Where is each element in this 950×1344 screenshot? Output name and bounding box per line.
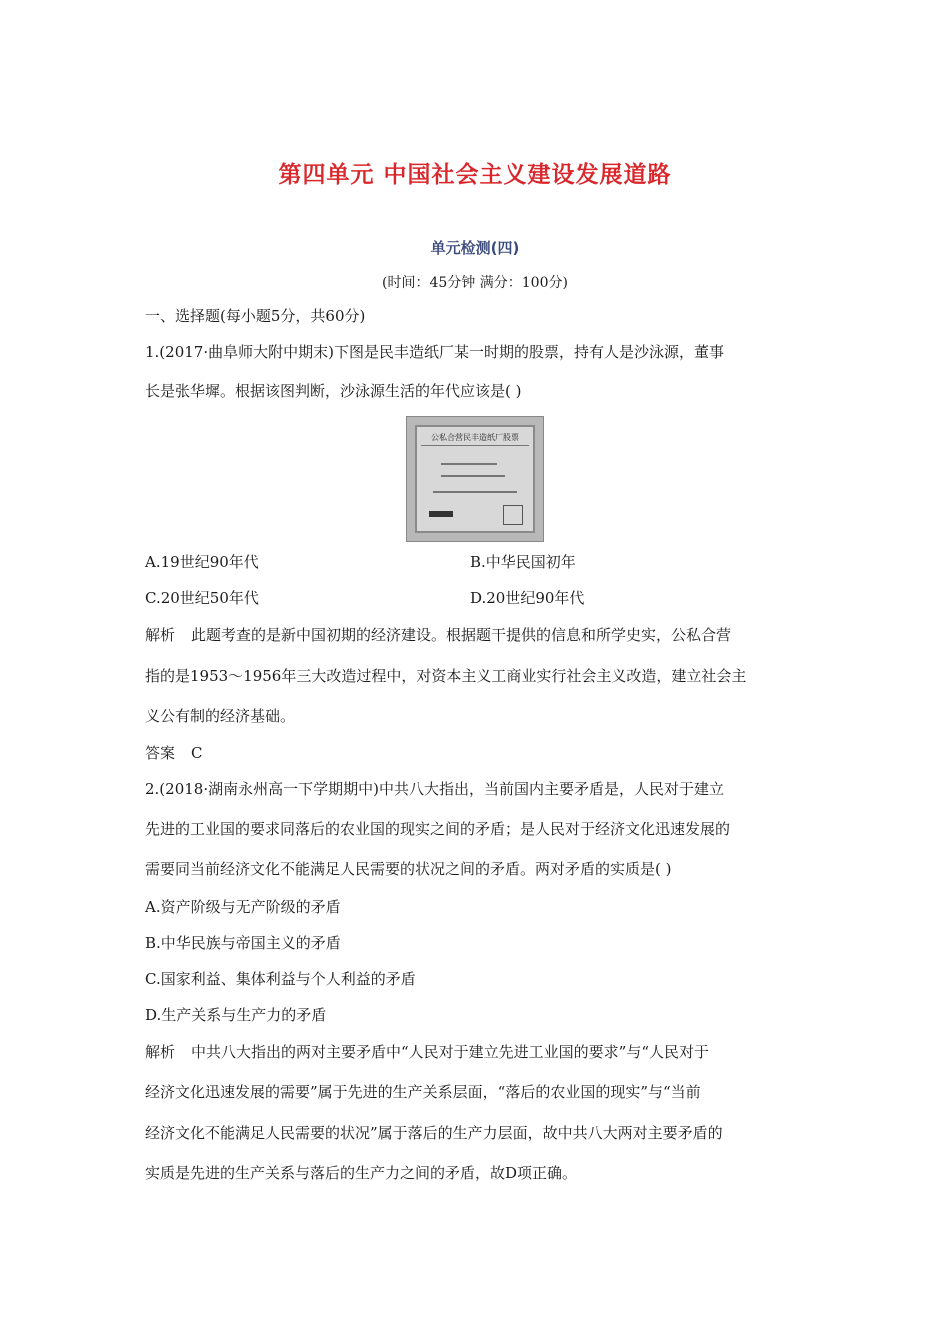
certificate-text-line bbox=[441, 475, 505, 477]
q1-answer bbox=[145, 743, 203, 763]
unit-test-subtitle: 单元检测(四) bbox=[430, 239, 520, 257]
section-heading: 一、选择题(每小题5分，共60分) bbox=[145, 307, 366, 325]
analysis-label: 解析 bbox=[145, 1043, 176, 1061]
q1-analysis-line-1 bbox=[145, 625, 731, 645]
certificate-text-line bbox=[441, 463, 497, 465]
q2-analysis-line-4: 实质是先进的生产关系与落后的生产力之间的矛盾，故D项正确。 bbox=[145, 1164, 578, 1182]
q1-stem-line-2: 长是张华墀。根据该图判断，沙泳源生活的年代应该是( ) bbox=[145, 382, 522, 400]
q1-option-c: C.20世纪50年代 bbox=[145, 589, 259, 607]
q2-analysis-line-3: 经济文化不能满足人民需要的状况”属于落后的生产力层面，故中共八大两对主要矛盾的 bbox=[145, 1124, 723, 1142]
q2-stem-line-2: 先进的工业国的要求同落后的农业国的现实之间的矛盾；是人民对于经济文化迅速发展的 bbox=[145, 820, 731, 838]
q2-option-c: C.国家利益、集体利益与个人利益的矛盾 bbox=[145, 970, 416, 988]
q2-option-b: B.中华民族与帝国主义的矛盾 bbox=[145, 934, 341, 952]
q1-answer-value: C bbox=[191, 744, 203, 762]
q1-option-b: B.中华民国初年 bbox=[470, 553, 576, 571]
q1-analysis-line-2: 指的是1953～1956年三大改造过程中，对资本主义工商业实行社会主义改造，建立社会主 bbox=[145, 667, 747, 685]
answer-label: 答案 bbox=[145, 744, 176, 762]
q1-option-d: D.20世纪90年代 bbox=[470, 589, 585, 607]
q2-analysis-text-1: 中共八大指出的两对主要矛盾中“人民对于建立先进工业国的要求”与“人民对于 bbox=[191, 1043, 710, 1061]
q2-stem-line-3: 需要同当前经济文化不能满足人民需要的状况之间的矛盾。两对矛盾的实质是( ) bbox=[145, 860, 672, 878]
certificate-text-line bbox=[433, 491, 517, 493]
q1-analysis-line-3: 义公有制的经济基础。 bbox=[145, 707, 296, 725]
page-title: 第四单元 中国社会主义建设发展道路 bbox=[278, 162, 672, 188]
q2-analysis-line-2: 经济文化迅速发展的需要”属于先进的生产关系层面，“落后的农业国的现实”与“当前 bbox=[145, 1083, 701, 1101]
q2-stem-line-1: 2.(2018·湖南永州高一下学期期中)中共八大指出，当前国内主要矛盾是，人民对于建立 bbox=[145, 780, 724, 798]
q2-analysis-line-1 bbox=[145, 1042, 709, 1062]
certificate-seal bbox=[429, 511, 453, 517]
certificate-signature bbox=[503, 505, 523, 525]
analysis-label: 解析 bbox=[145, 626, 176, 644]
time-score-info: (时间：45分钟 满分：100分) bbox=[382, 275, 568, 291]
q1-option-a: A.19世纪90年代 bbox=[145, 553, 259, 571]
stock-certificate-image bbox=[406, 416, 544, 542]
certificate-title: 公私合营民丰造纸厂股票 bbox=[421, 431, 529, 446]
q2-option-a: A.资产阶级与无产阶级的矛盾 bbox=[145, 898, 341, 916]
q1-stem-line-1: 1.(2017·曲阜师大附中期末)下图是民丰造纸厂某一时期的股票，持有人是沙泳源，董事 bbox=[145, 343, 724, 361]
q2-option-d: D.生产关系与生产力的矛盾 bbox=[145, 1006, 327, 1024]
q1-analysis-text-1: 此题考查的是新中国初期的经济建设。根据题干提供的信息和所学史实，公私合营 bbox=[191, 626, 732, 644]
